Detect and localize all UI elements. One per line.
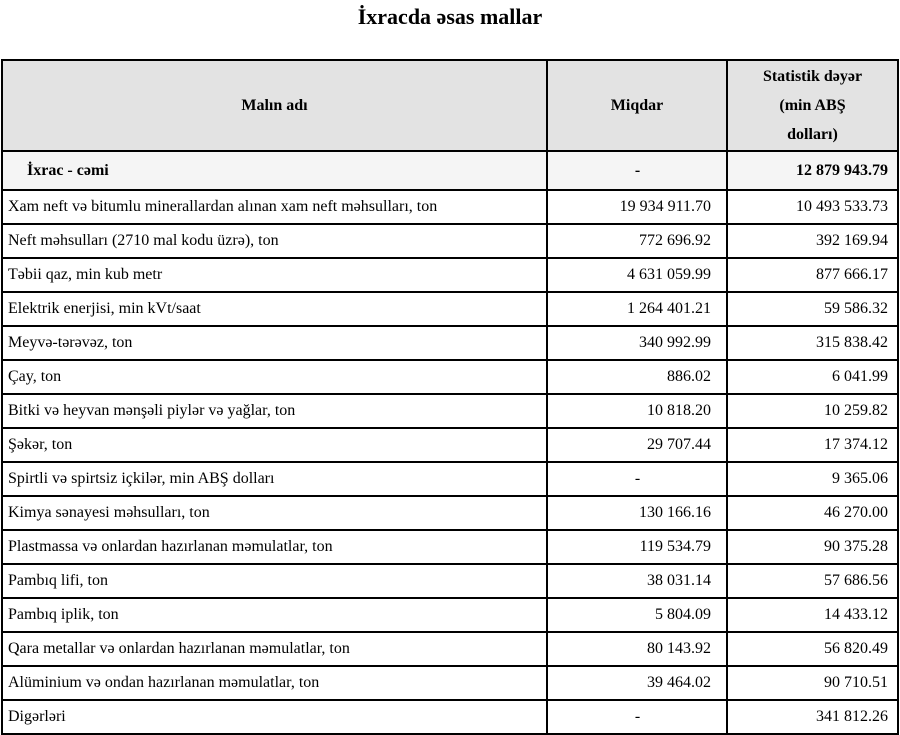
product-name-cell: Alüminium və ondan hazırlanan məmulatlar, ton	[2, 666, 547, 700]
quantity-cell: 119 534.79	[547, 530, 727, 564]
table-row	[2, 360, 898, 394]
product-name-cell: Spirtli və spirtsiz içkilər, min ABŞ dolları	[2, 462, 547, 496]
table-row	[2, 598, 898, 632]
product-name-cell: Plastmassa və onlardan hazırlanan məmulatlar, ton	[2, 530, 547, 564]
table-row	[2, 224, 898, 258]
product-name-cell: Təbii qaz, min kub metr	[2, 258, 547, 292]
table-row	[2, 564, 898, 598]
value-cell: 392 169.94	[727, 224, 898, 258]
table-row	[2, 394, 898, 428]
product-name-cell: Neft məhsulları (2710 mal kodu üzrə), ton	[2, 224, 547, 258]
quantity-cell: 340 992.99	[547, 326, 727, 360]
table-row	[2, 462, 898, 496]
value-cell: 9 365.06	[727, 462, 898, 496]
value-cell: 90 375.28	[727, 530, 898, 564]
column-header-statistical-value-line: Statistik dəyər	[762, 68, 863, 85]
table-row	[2, 666, 898, 700]
table-row	[2, 428, 898, 462]
header-row	[2, 60, 898, 151]
table-row	[2, 190, 898, 224]
quantity-cell: 29 707.44	[547, 428, 727, 462]
value-cell: 12 879 943.79	[727, 151, 898, 190]
product-name-cell: Çay, ton	[2, 360, 547, 394]
product-name-cell: Elektrik enerjisi, min kVt/saat	[2, 292, 547, 326]
column-header-quantity: Miqdar	[547, 60, 727, 151]
total-row	[2, 151, 898, 190]
quantity-cell: 19 934 911.70	[547, 190, 727, 224]
product-name-cell: Bitki və heyvan mənşəli piylər və yağlar, ton	[2, 394, 547, 428]
quantity-cell: 39 464.02	[547, 666, 727, 700]
product-name-cell: Pambıq iplik, ton	[2, 598, 547, 632]
column-header-statistical-value-line: dolları)	[787, 126, 838, 143]
table-row	[2, 700, 898, 734]
quantity-cell: 772 696.92	[547, 224, 727, 258]
product-name-cell: İxrac - cəmi	[2, 151, 547, 190]
value-cell: 10 493 533.73	[727, 190, 898, 224]
quantity-cell: -	[547, 700, 727, 734]
column-header-statistical-value-line: (min ABŞ	[779, 97, 846, 114]
value-cell: 10 259.82	[727, 394, 898, 428]
page-title: İxracda əsas mallar	[357, 4, 543, 29]
product-name-cell: Digərləri	[2, 700, 547, 734]
product-name-cell: Pambıq lifi, ton	[2, 564, 547, 598]
quantity-cell: -	[547, 151, 727, 190]
quantity-cell: 5 804.09	[547, 598, 727, 632]
value-cell: 17 374.12	[727, 428, 898, 462]
quantity-cell: 80 143.92	[547, 632, 727, 666]
column-header-statistical-value	[727, 60, 898, 151]
value-cell: 46 270.00	[727, 496, 898, 530]
column-header-product-name: Malın adı	[2, 60, 547, 151]
export-goods-table	[1, 59, 899, 735]
product-name-cell: Xam neft və bitumlu minerallardan alınan xam neft məhsulları, ton	[2, 190, 547, 224]
quantity-cell: -	[547, 462, 727, 496]
quantity-cell: 38 031.14	[547, 564, 727, 598]
product-name-cell: Kimya sənayesi məhsulları, ton	[2, 496, 547, 530]
value-cell: 59 586.32	[727, 292, 898, 326]
quantity-cell: 4 631 059.99	[547, 258, 727, 292]
value-cell: 90 710.51	[727, 666, 898, 700]
value-cell: 14 433.12	[727, 598, 898, 632]
table-row	[2, 496, 898, 530]
table-header	[2, 60, 898, 151]
product-name-cell: Qara metallar və onlardan hazırlanan məmulatlar, ton	[2, 632, 547, 666]
value-cell: 6 041.99	[727, 360, 898, 394]
table-row	[2, 258, 898, 292]
table-row	[2, 530, 898, 564]
value-cell: 315 838.42	[727, 326, 898, 360]
quantity-cell: 1 264 401.21	[547, 292, 727, 326]
value-cell: 57 686.56	[727, 564, 898, 598]
value-cell: 56 820.49	[727, 632, 898, 666]
value-cell: 341 812.26	[727, 700, 898, 734]
value-cell: 877 666.17	[727, 258, 898, 292]
quantity-cell: 886.02	[547, 360, 727, 394]
table-row	[2, 292, 898, 326]
quantity-cell: 130 166.16	[547, 496, 727, 530]
product-name-cell: Şəkər, ton	[2, 428, 547, 462]
table-row	[2, 632, 898, 666]
table-row	[2, 326, 898, 360]
table-body	[2, 151, 898, 734]
quantity-cell: 10 818.20	[547, 394, 727, 428]
product-name-cell: Meyvə-tərəvəz, ton	[2, 326, 547, 360]
